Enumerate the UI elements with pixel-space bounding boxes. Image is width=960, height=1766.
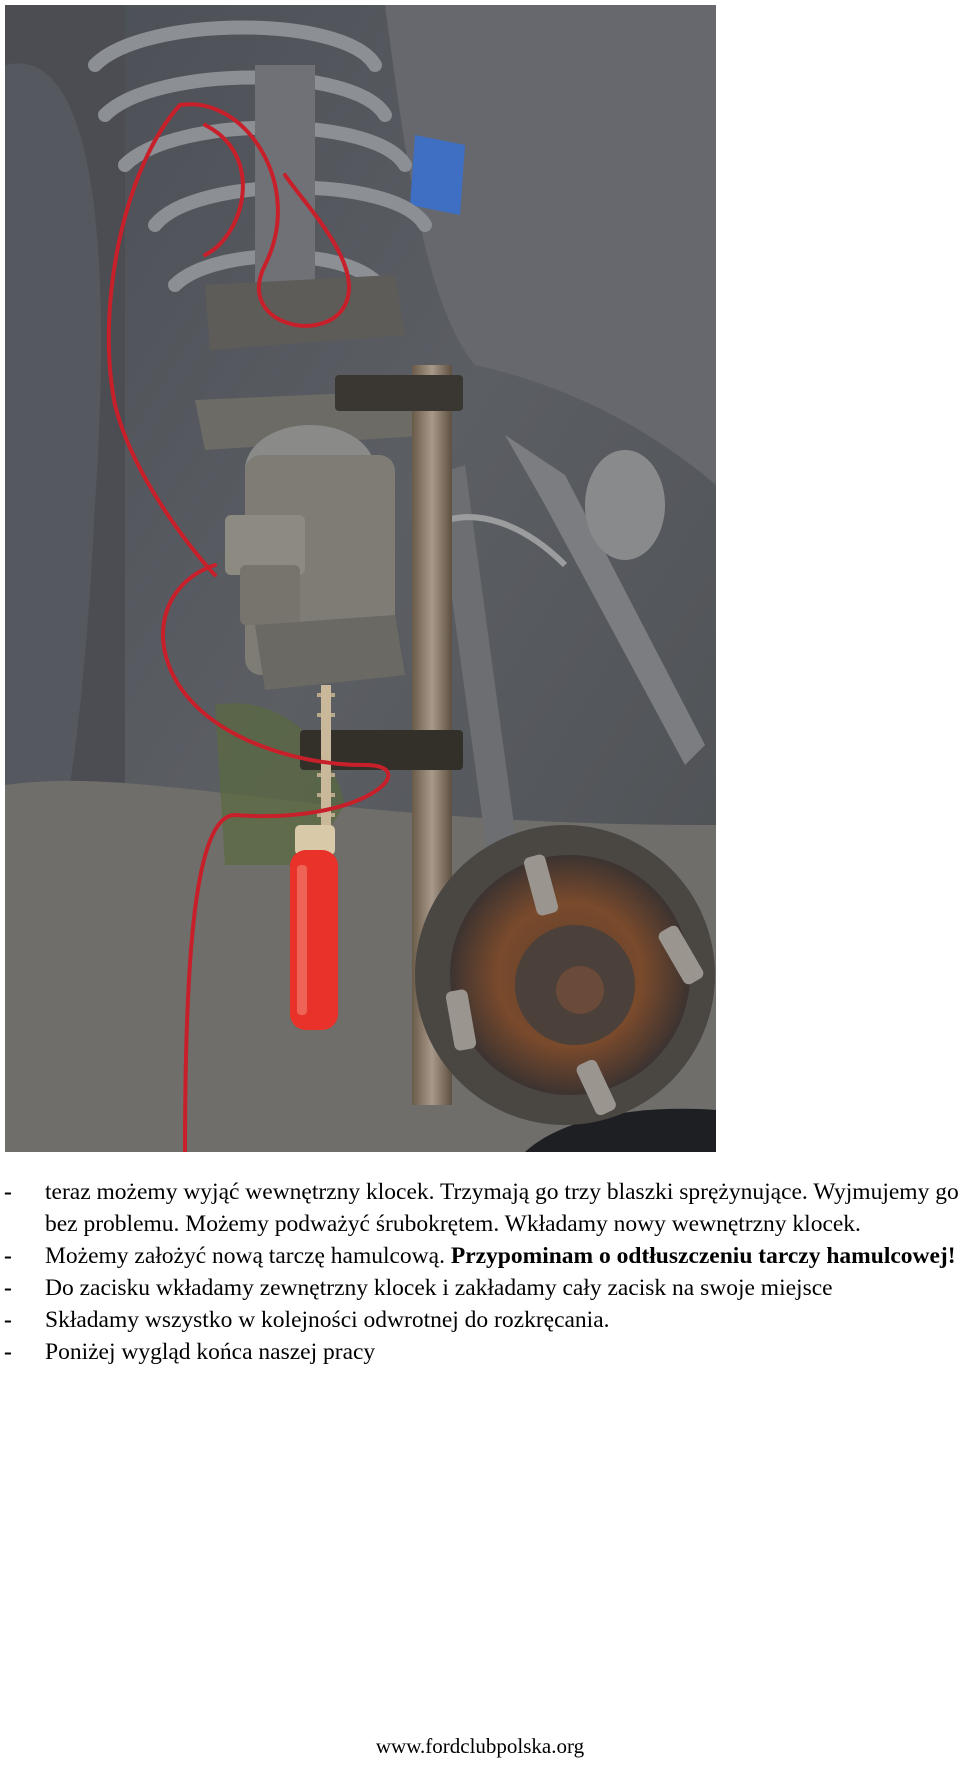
footer-url: www.fordclubpolska.org — [375, 1734, 585, 1758]
list-item — [0, 1304, 960, 1336]
list-item — [0, 1336, 960, 1368]
bullet-dash: - — [4, 1307, 12, 1333]
instruction-text: Do zacisku wkładamy zewnętrzny klocek i zakładamy cały zacisk na swoje miejsce — [45, 1275, 833, 1301]
bullet-dash: - — [4, 1243, 12, 1269]
list-item — [0, 1240, 960, 1272]
bullet-dash: - — [4, 1179, 12, 1205]
instruction-text: Możemy założyć nową tarczę hamulcową. — [45, 1243, 445, 1269]
instruction-text: teraz możemy wyjąć wewnętrzny klocek. Trzymają go trzy blaszki sprężynujące. Wyjmujemy go bez problemu. Możemy podważyć śrubokrętem. Wkładamy nowy wewnętrzny klocek. — [45, 1179, 959, 1237]
instruction-emphasis: Przypominam o odtłuszczeniu tarczy hamulcowej! — [444, 1243, 956, 1269]
instruction-text: Poniżej wygląd końca naszej pracy — [45, 1339, 376, 1365]
list-item — [0, 1176, 960, 1240]
instruction-text: Składamy wszystko w kolejności odwrotnej do rozkręcania. — [45, 1307, 610, 1333]
brake-caliper-photo — [5, 5, 716, 1152]
instruction-list — [0, 1176, 960, 1368]
bullet-dash: - — [4, 1275, 12, 1301]
list-item — [0, 1272, 960, 1304]
bullet-dash: - — [4, 1339, 12, 1365]
